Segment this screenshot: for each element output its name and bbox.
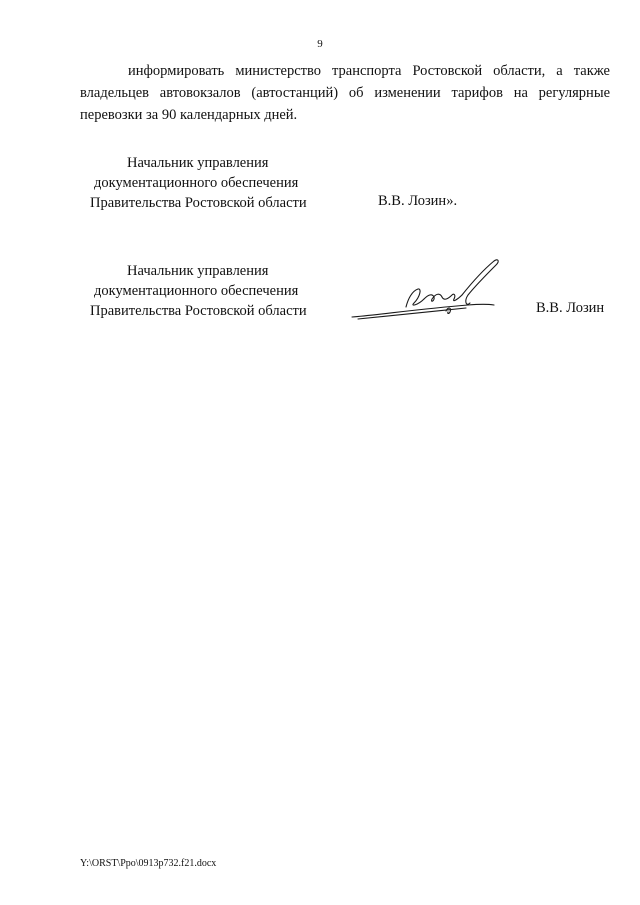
signatory-title-line: Начальник управления [127, 155, 269, 171]
signatory-title-line: Начальник управления [127, 263, 269, 279]
signatory-name-1: В.В. Лозин». [378, 193, 458, 209]
signatory-name-2: В.В. Лозин [536, 300, 605, 316]
body-paragraph [80, 60, 610, 126]
signatory-title-1 [80, 153, 340, 213]
signatory-title-line: документационного обеспечения [94, 283, 299, 299]
signatory-title-line: Правительства Ростовской области [90, 195, 307, 211]
signatory-title-2 [80, 261, 340, 321]
paragraph-line: перевозки за 90 календарных дней. [80, 107, 298, 123]
signatory-title-line: Правительства Ростовской области [90, 303, 307, 319]
paragraph-line: информировать министерство транспорта Ростовской области, а также [128, 63, 610, 79]
paragraph-line: владельцев автовокзалов (автостанций) об изменении тарифов на регулярные [80, 85, 610, 101]
handwritten-signature [348, 255, 508, 325]
signatory-title-line: документационного обеспечения [94, 175, 299, 191]
footer-file-path: Y:\ORST\Ppo\0913p732.f21.docx [80, 858, 217, 869]
page-number: 9 [317, 38, 323, 50]
